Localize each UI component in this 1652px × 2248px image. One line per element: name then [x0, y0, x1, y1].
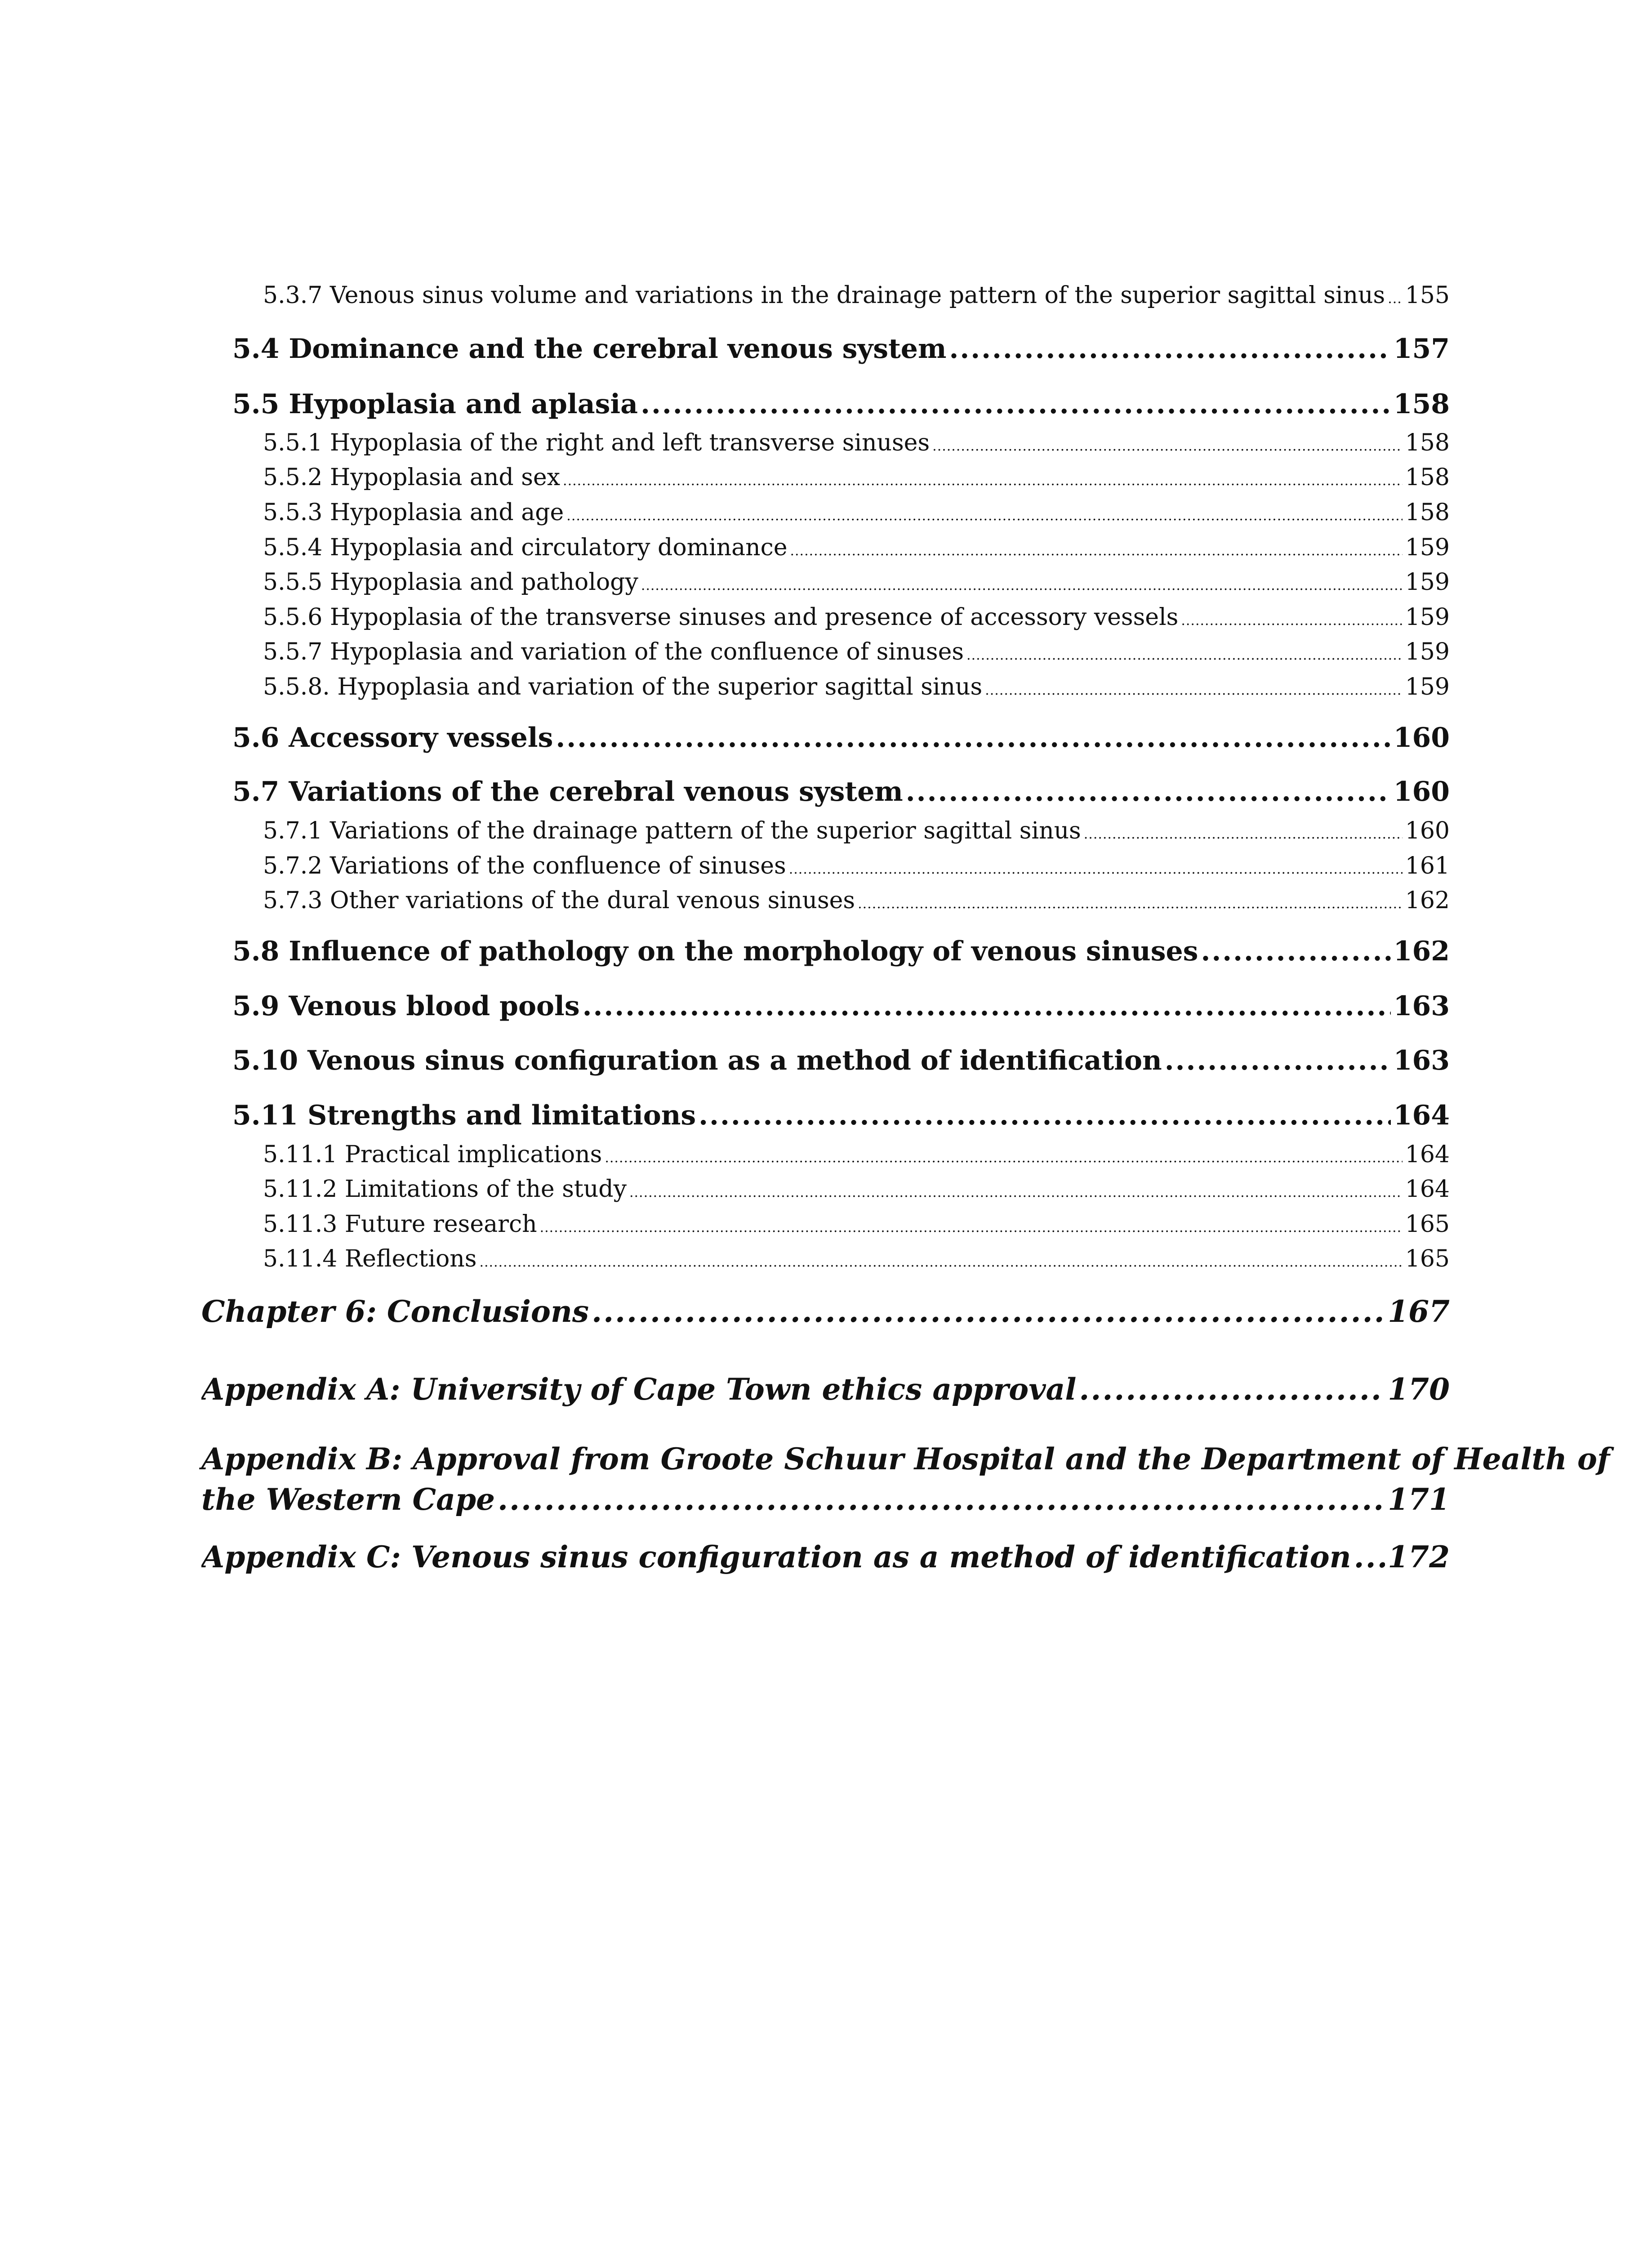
toc-entry-title: 5.5.3 Hypoplasia and age	[263, 499, 564, 526]
toc-entry[interactable]	[263, 532, 1450, 563]
toc-dot-leader	[498, 1479, 1385, 1520]
toc-entry-title: 5.4 Dominance and the cerebral venous system	[232, 333, 947, 365]
toc-page-number: 158	[1405, 429, 1450, 456]
toc-entry[interactable]	[263, 280, 1450, 311]
toc-entry-title: 5.8 Influence of pathology on the morphology of venous sinuses	[232, 936, 1198, 967]
toc-entry-title: 5.9 Venous blood pools	[232, 990, 580, 1022]
toc-dot-leader	[629, 1173, 1403, 1205]
toc-dot-leader	[1201, 933, 1390, 970]
toc-entry-title: 5.5.2 Hypoplasia and sex	[263, 464, 561, 491]
toc-page-number: 165	[1405, 1211, 1450, 1238]
toc-entry[interactable]	[232, 386, 1450, 423]
toc-entry-title: 5.7 Variations of the cerebral venous system	[232, 776, 903, 807]
toc-page-number: 160	[1393, 776, 1450, 807]
toc-dot-leader	[985, 671, 1403, 703]
toc-entry-title: 5.11 Strengths and limitations	[232, 1100, 696, 1131]
toc-page-number: 172	[1388, 1539, 1450, 1574]
toc-entry[interactable]	[263, 497, 1450, 528]
toc-dot-leader	[1079, 1369, 1385, 1409]
toc-dot-leader	[540, 1209, 1403, 1240]
toc-entry[interactable]	[232, 988, 1450, 1025]
toc-dot-leader	[641, 566, 1403, 598]
toc-entry-title: 5.6 Accessory vessels	[232, 722, 553, 754]
toc-page-number: 171	[1388, 1482, 1450, 1517]
toc-entry-title: 5.5.6 Hypoplasia of the transverse sinuses and presence of accessory vessels	[263, 604, 1179, 631]
toc-page-number: 158	[1405, 464, 1450, 491]
toc-page-number: 159	[1405, 604, 1450, 631]
toc-entry[interactable]	[232, 1042, 1450, 1079]
toc-entry[interactable]	[232, 933, 1450, 970]
toc-dot-leader	[906, 773, 1391, 810]
toc-dot-leader	[563, 462, 1403, 493]
toc-dot-leader	[932, 427, 1403, 459]
toc-page-number: 160	[1393, 722, 1450, 754]
toc-entry[interactable]	[263, 1139, 1450, 1170]
toc-page-number: 159	[1405, 674, 1450, 700]
toc-entry-title: 5.11.4 Reflections	[263, 1245, 477, 1272]
toc-entry-title: 5.11.1 Practical implications	[263, 1141, 602, 1168]
toc-page-number: 158	[1405, 499, 1450, 526]
toc-page-number: 157	[1393, 333, 1450, 365]
toc-dot-leader	[605, 1139, 1402, 1170]
toc-page-number: 164	[1405, 1176, 1450, 1203]
toc-entry[interactable]	[263, 671, 1450, 703]
toc-page-number: 167	[1388, 1294, 1450, 1329]
toc-page-number: 159	[1405, 638, 1450, 665]
toc-page-number: 165	[1405, 1245, 1450, 1272]
toc-dot-leader	[1388, 280, 1403, 311]
toc-entry[interactable]	[263, 566, 1450, 598]
toc-page-number: 161	[1405, 852, 1450, 879]
toc-page-number: 170	[1388, 1372, 1450, 1407]
toc-entry-title: 5.11.2 Limitations of the study	[263, 1176, 627, 1203]
toc-entry[interactable]	[232, 773, 1450, 810]
toc-entry-title: 5.5.8. Hypoplasia and variation of the superior sagittal sinus	[263, 674, 983, 700]
toc-entry-title: Chapter 6: Conclusions	[201, 1294, 589, 1329]
toc-entry-title: the Western Cape	[201, 1482, 495, 1517]
toc-entry-title: 5.11.3 Future research	[263, 1211, 537, 1238]
toc-dot-leader	[789, 850, 1403, 882]
toc-dot-leader	[1181, 602, 1402, 633]
toc-page-number: 164	[1405, 1141, 1450, 1168]
toc-entry[interactable]	[263, 1243, 1450, 1275]
toc-dot-leader	[479, 1243, 1402, 1275]
toc-entry[interactable]	[263, 1209, 1450, 1240]
toc-dot-leader	[949, 330, 1390, 367]
toc-entry[interactable]	[201, 1537, 1450, 1577]
toc-entry-title: 5.5 Hypoplasia and aplasia	[232, 388, 638, 420]
toc-entry[interactable]	[263, 462, 1450, 493]
toc-entry-title: 5.5.4 Hypoplasia and circulatory dominance	[263, 534, 788, 561]
toc-entry-title[interactable]: Appendix B: Approval from Groote Schuur Hospital and the Department of Health of	[201, 1441, 1610, 1476]
toc-entry[interactable]	[263, 427, 1450, 459]
toc-entry[interactable]	[263, 885, 1450, 916]
toc-page-number: 164	[1393, 1100, 1450, 1131]
toc-dot-leader	[858, 885, 1403, 916]
toc-page-number: 159	[1405, 569, 1450, 596]
toc-dot-leader	[566, 497, 1402, 528]
toc-entry-title: 5.5.5 Hypoplasia and pathology	[263, 569, 638, 596]
toc-page-number: 162	[1393, 936, 1450, 967]
toc-dot-leader	[583, 988, 1391, 1025]
toc-entry-title: 5.3.7 Venous sinus volume and variations in the drainage pattern of the superior sagittal sinus	[263, 282, 1385, 309]
toc-dot-leader	[699, 1097, 1391, 1134]
toc-page-number: 158	[1393, 388, 1450, 420]
toc-dot-leader	[641, 386, 1391, 423]
toc-entry-title: 5.5.1 Hypoplasia of the right and left transverse sinuses	[263, 429, 930, 456]
toc-page-number: 163	[1393, 1045, 1450, 1076]
toc-page-number: 155	[1405, 282, 1450, 309]
toc-dot-leader	[1165, 1042, 1391, 1079]
toc-page-number: 162	[1405, 887, 1450, 914]
toc-entry[interactable]	[263, 815, 1450, 847]
toc-entry[interactable]	[263, 636, 1450, 668]
toc-page-number: 159	[1405, 534, 1450, 561]
toc-entry[interactable]	[263, 1173, 1450, 1205]
toc-entry-title: 5.7.1 Variations of the drainage pattern of the superior sagittal sinus	[263, 817, 1081, 844]
toc-entry-title: 5.10 Venous sinus configuration as a method of identification	[232, 1045, 1162, 1076]
toc-entry[interactable]	[201, 1369, 1450, 1409]
toc-page-number: 160	[1405, 817, 1450, 844]
toc-dot-leader	[1354, 1537, 1385, 1577]
toc-dot-leader	[966, 636, 1403, 668]
toc-dot-leader	[1084, 815, 1403, 847]
toc-entry[interactable]	[232, 719, 1450, 756]
toc-page-number: 163	[1393, 990, 1450, 1022]
toc-entry[interactable]	[232, 1097, 1450, 1134]
toc-dot-leader	[790, 532, 1402, 563]
toc-entry-title: 5.7.3 Other variations of the dural venous sinuses	[263, 887, 855, 914]
toc-entry-title: Appendix A: University of Cape Town ethics approval	[201, 1372, 1077, 1407]
toc-dot-leader	[556, 719, 1390, 756]
toc-entry[interactable]	[232, 330, 1450, 367]
toc-entry[interactable]	[263, 850, 1450, 882]
toc-entry-title: 5.7.2 Variations of the confluence of sinuses	[263, 852, 786, 879]
toc-entry[interactable]	[263, 602, 1450, 633]
toc-entry-title: Appendix C: Venous sinus configuration as a method of identification	[201, 1539, 1351, 1574]
toc-entry-title: 5.5.7 Hypoplasia and variation of the confluence of sinuses	[263, 638, 964, 665]
toc-entry[interactable]	[201, 1291, 1450, 1332]
toc-dot-leader	[592, 1291, 1385, 1332]
toc-entry[interactable]	[201, 1479, 1450, 1520]
